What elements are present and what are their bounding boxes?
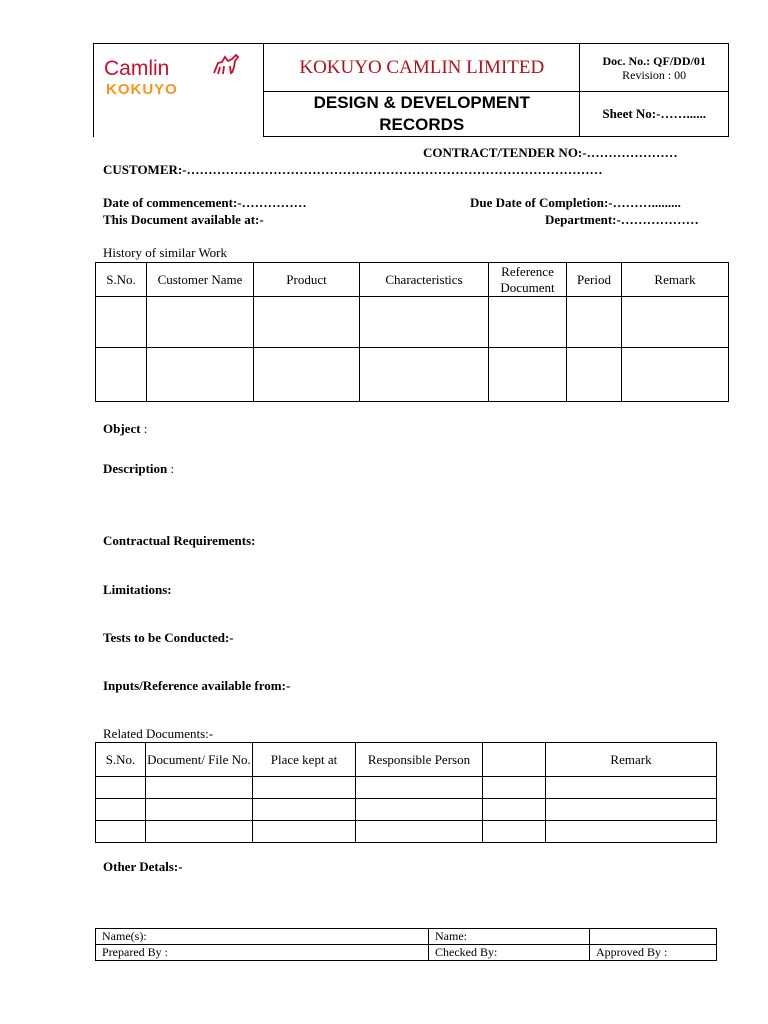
logo-text-camlin: Camlin	[104, 57, 170, 81]
object-separator: :	[140, 421, 148, 436]
other-details-label: Other Detals:-	[103, 859, 183, 874]
table-row	[96, 777, 717, 799]
header-product: Product	[254, 263, 360, 297]
department-field: Department:-………………	[545, 212, 699, 227]
history-table	[95, 262, 729, 402]
logo-cell	[94, 44, 264, 137]
description-section	[103, 461, 174, 477]
approved-name-field	[590, 929, 717, 945]
table-cell	[96, 348, 147, 402]
table-cell	[360, 297, 489, 348]
header-characteristics: Characteristics	[360, 263, 489, 297]
header-table	[93, 43, 729, 137]
table-cell	[96, 297, 147, 348]
table-cell	[567, 348, 622, 402]
table-row	[96, 945, 717, 961]
camel-icon	[212, 53, 240, 77]
table-row	[96, 297, 729, 348]
date-of-commencement: Date of commencement:-……………	[103, 195, 307, 210]
header-remark: Remark	[622, 263, 729, 297]
header-reference-document: Reference Document	[489, 263, 567, 297]
header-responsible-person: Responsible Person	[356, 743, 483, 777]
signature-table	[95, 928, 717, 961]
limitations-label: Limitations:	[103, 582, 172, 597]
approved-by: Approved By :	[590, 945, 717, 961]
header-document-file-no: Document/ File No.	[146, 743, 253, 777]
table-cell	[147, 348, 254, 402]
header-blank	[483, 743, 546, 777]
tests-label: Tests to be Conducted:-	[103, 630, 234, 645]
history-caption: History of similar Work	[103, 245, 228, 260]
customer-field: CUSTOMER:-……………………………………………………………………………………	[103, 162, 603, 177]
header-customer-name: Customer Name	[147, 263, 254, 297]
doc-number-cell	[580, 44, 729, 92]
table-cell	[489, 348, 567, 402]
sheet-number: Sheet No:-……......	[580, 92, 729, 137]
name-field: Name:	[429, 929, 590, 945]
table-row	[96, 929, 717, 945]
table-cell	[489, 297, 567, 348]
title-cell	[264, 92, 580, 137]
due-date-of-completion: Due Date of Completion:-……….........	[470, 195, 681, 210]
description-separator: :	[167, 461, 175, 476]
header-sno: S.No.	[96, 743, 146, 777]
object-label: Object	[103, 421, 141, 436]
table-row	[96, 348, 729, 402]
header-place-kept-at: Place kept at	[253, 743, 356, 777]
header-period: Period	[567, 263, 622, 297]
table-cell	[147, 297, 254, 348]
table-row	[96, 821, 717, 843]
table-cell	[622, 348, 729, 402]
table-cell	[254, 348, 360, 402]
table-cell	[567, 297, 622, 348]
table-row	[96, 799, 717, 821]
object-section	[103, 421, 147, 437]
camlin-logo	[94, 47, 263, 97]
company-name: KOKUYO CAMLIN LIMITED	[264, 44, 580, 92]
logo-text-kokuyo: KOKUYO	[106, 81, 178, 99]
revision: Revision : 00	[622, 67, 687, 82]
table-header-row	[96, 743, 717, 777]
checked-by: Checked By:	[429, 945, 590, 961]
header-sno: S.No.	[96, 263, 147, 297]
table-cell	[254, 297, 360, 348]
names-field: Name(s):	[96, 929, 429, 945]
header-remark: Remark	[546, 743, 717, 777]
contractual-requirements-label: Contractual Requirements:	[103, 533, 256, 548]
doc-title-line2: RECORDS	[379, 115, 465, 134]
table-header-row	[96, 263, 729, 297]
prepared-by: Prepared By :	[96, 945, 429, 961]
description-label: Description	[103, 461, 168, 476]
inputs-label: Inputs/Reference available from:-	[103, 678, 291, 693]
document-available-at: This Document available at:-	[103, 212, 264, 227]
doc-number: Doc. No.: QF/DD/01	[602, 53, 706, 68]
related-documents-table	[95, 742, 717, 843]
contract-tender-no: CONTRACT/TENDER NO:-…………………	[423, 145, 678, 160]
table-cell	[360, 348, 489, 402]
doc-title-line1: DESIGN & DEVELOPMENT	[313, 93, 530, 112]
related-documents-caption: Related Documents:-	[103, 726, 214, 741]
table-cell	[622, 297, 729, 348]
